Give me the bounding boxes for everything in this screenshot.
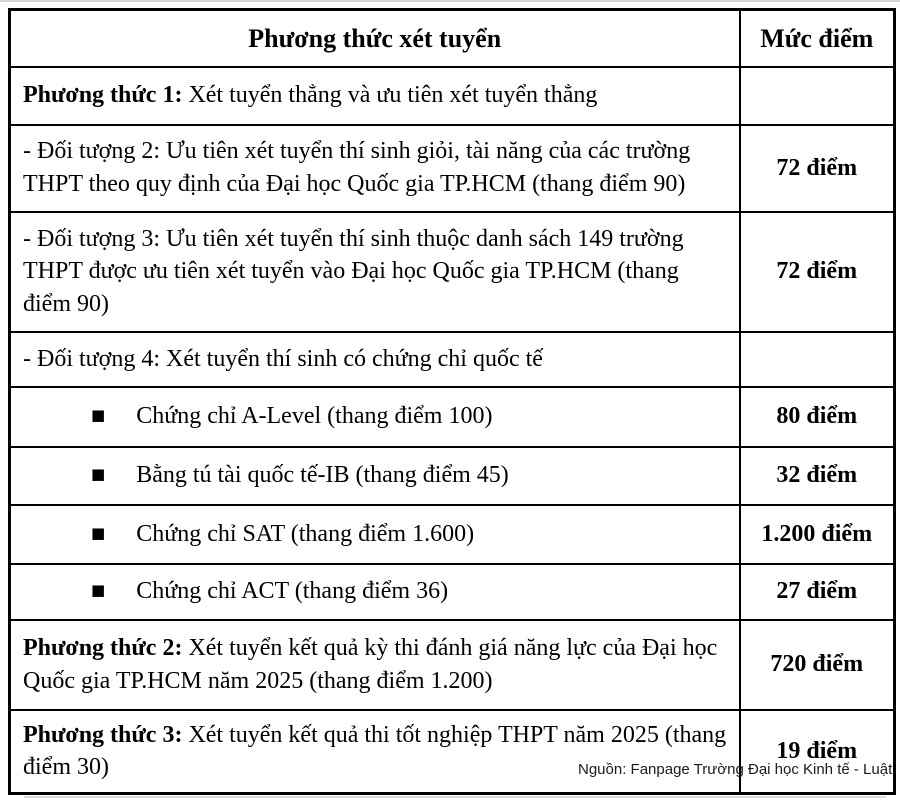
method-text: Bằng tú tài quốc tế-IB (thang điểm 45) [136, 462, 509, 489]
source-attribution: Nguồn: Fanpage Trường Đại học Kinh tế - Luật [578, 761, 893, 778]
score-cell [740, 332, 895, 387]
score-cell: 27 điểm [740, 564, 895, 620]
method-cell [10, 620, 740, 710]
method-cell [10, 710, 740, 794]
method-label: Phương thức 1: [23, 82, 183, 109]
table-row [10, 387, 895, 447]
method-text: - Đối tượng 3: Ưu tiên xét tuyển thí sinh thuộc danh sách 149 trường THPT được ưu tiên xét tuyển vào Đại học Quốc gia TP.HCM (thang điểm 90) [23, 225, 684, 317]
method-cell [10, 67, 740, 125]
table-row [10, 620, 895, 710]
scan-edge-bottom [24, 796, 886, 798]
method-cell [10, 564, 740, 620]
table-row [10, 447, 895, 505]
method-cell [10, 212, 740, 332]
method-text: Xét tuyển thẳng và ưu tiên xét tuyển thẳng [182, 82, 598, 109]
table-row [10, 125, 895, 212]
table-row [10, 564, 895, 620]
method-cell [10, 447, 740, 505]
table-row [10, 505, 895, 564]
score-cell: 72 điểm [740, 125, 895, 212]
score-cell: 1.200 điểm [740, 505, 895, 564]
score-cell: 32 điểm [740, 447, 895, 505]
method-cell [10, 505, 740, 564]
method-label: Phương thức 3: [23, 721, 183, 748]
bullet-square-icon: ■ [91, 406, 106, 425]
bullet-square-icon: ■ [91, 523, 106, 542]
bullet-square-icon: ■ [91, 581, 106, 600]
table-header-row [10, 10, 895, 67]
method-text: Xét tuyển kết quả kỳ thi đánh giá năng lực của Đại học Quốc gia TP.HCM năm 2025 (thang điểm 1.200) [23, 634, 718, 694]
method-label: Phương thức 2: [23, 634, 183, 661]
table-row [10, 710, 895, 794]
column-header-score: Mức điểm [740, 10, 895, 67]
score-cell: 72 điểm [740, 212, 895, 332]
method-cell [10, 387, 740, 447]
column-header-method: Phương thức xét tuyển [10, 10, 740, 67]
method-text: Xét tuyển kết quả thi tốt nghiệp THPT năm 2025 (thang điểm 30) [23, 721, 727, 781]
score-cell [740, 67, 895, 125]
admission-methods-table [8, 8, 896, 795]
method-cell [10, 332, 740, 387]
score-cell: 19 điểm [740, 710, 895, 794]
method-text: - Đối tượng 2: Ưu tiên xét tuyển thí sinh giỏi, tài năng của các trường THPT theo quy định của Đại học Quốc gia TP.HCM (thang điểm 90) [23, 138, 691, 197]
table-row [10, 67, 895, 125]
score-cell: 80 điểm [740, 387, 895, 447]
method-text: Chứng chỉ A-Level (thang điểm 100) [136, 403, 493, 430]
method-cell [10, 125, 740, 212]
table-row [10, 332, 895, 387]
method-text: Chứng chỉ SAT (thang điểm 1.600) [136, 520, 475, 547]
method-text: - Đối tượng 4: Xét tuyển thí sinh có chứng chỉ quốc tế [23, 345, 543, 372]
scan-edge-top [0, 0, 900, 2]
bullet-square-icon: ■ [91, 465, 106, 484]
score-cell: 720 điểm [740, 620, 895, 710]
method-text: Chứng chỉ ACT (thang điểm 36) [136, 578, 449, 605]
table-row [10, 212, 895, 332]
